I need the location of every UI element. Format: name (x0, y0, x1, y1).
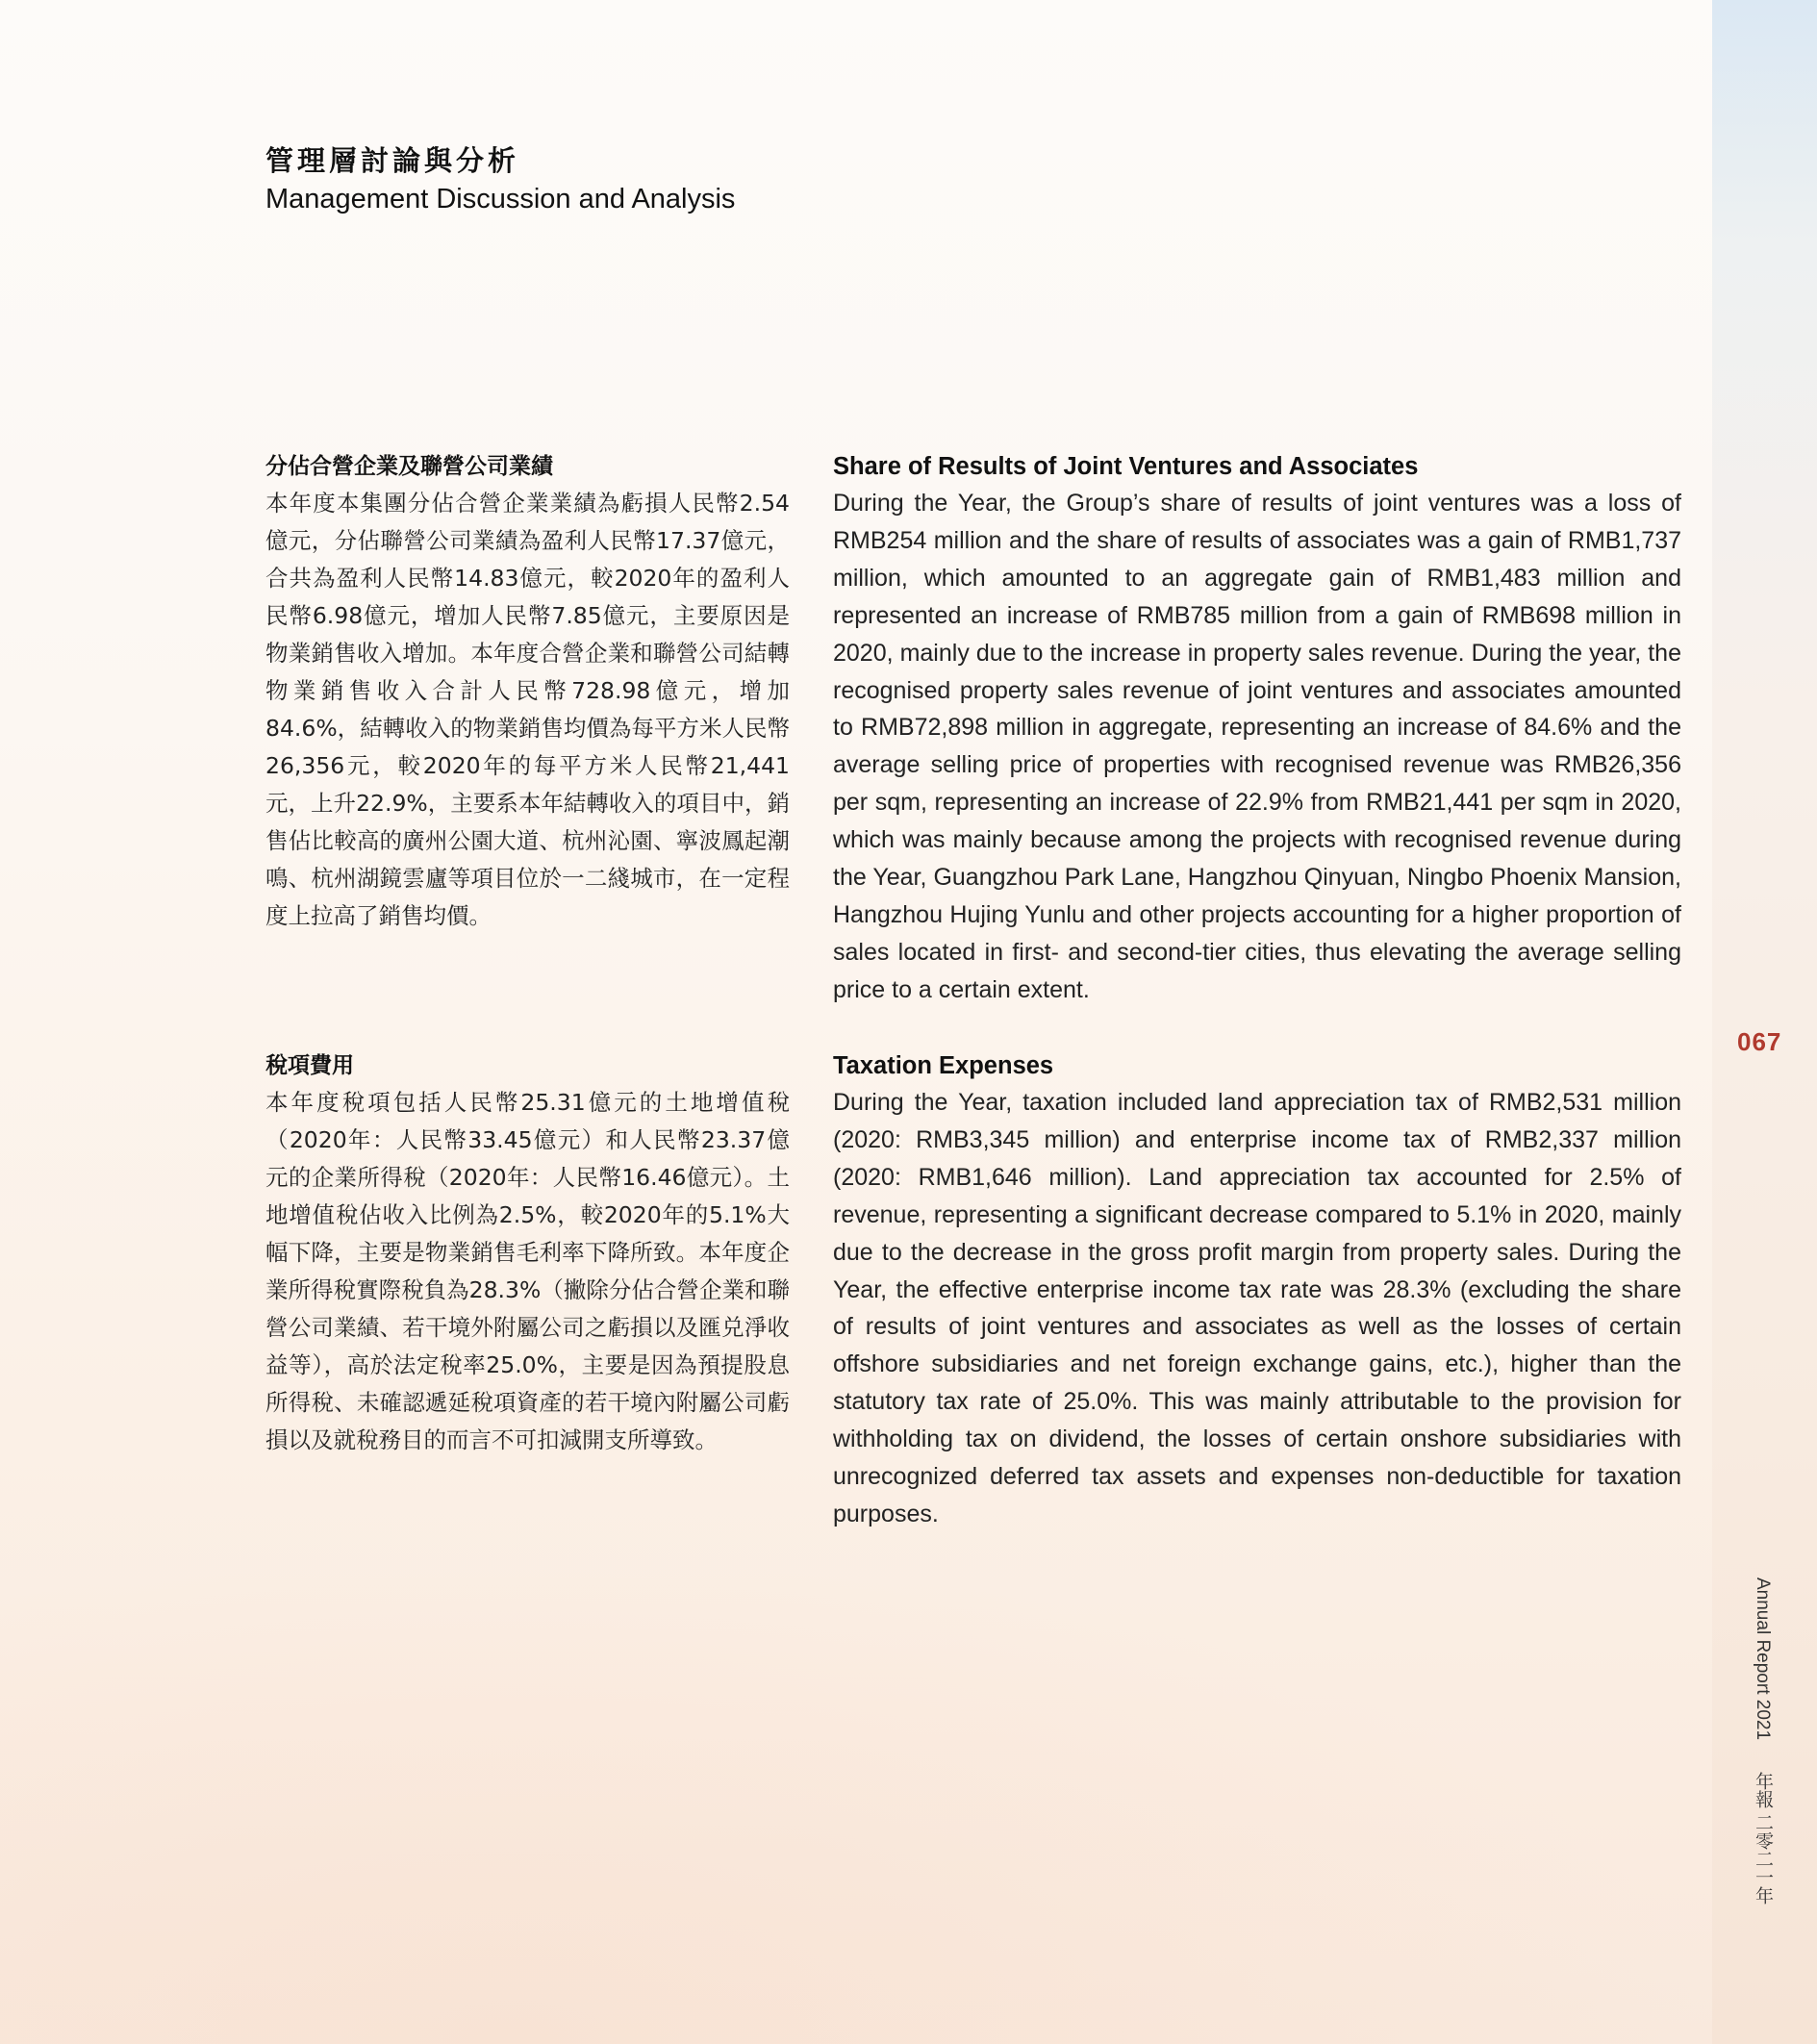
section-body-zh: 本年度稅項包括人民幣25.31億元的土地增值稅（2020年：人民幣33.45億元）和人民幣23.37億元的企業所得稅（2020年：人民幣16.46億元）。土地增值稅佔收入比例為2.5%，較2020年的5.1%大幅下降，主要是物業銷售毛利率下降所致。本年度企業所得稅實際稅負為28.3%（撇除分佔合營企業和聯營公司業績、若干境外附屬公司之虧損以及匯兑淨收益等），高於法定稅率25.0%，主要是因為預提股息所得稅、未確認遞延稅項資產的若干境內附屬公司虧損以及就稅務目的而言不可扣減開支所導致。 (265, 1089, 790, 1453)
section-title-en: Share of Results of Joint Ventures and Associates (833, 453, 1419, 480)
section-joint-ventures-zh (265, 448, 790, 935)
report-name-zh: 年報 二零二一年 (1753, 1771, 1773, 1905)
section-title-zh: 分佔合營企業及聯營公司業績 (265, 454, 553, 479)
page-title-zh: 管理層討論與分析 (265, 144, 520, 177)
section-body-zh: 本年度本集團分佔合營企業業績為虧損人民幣2.54億元，分佔聯營公司業績為盈利人民幣17.37億元，合共為盈利人民幣14.83億元，較2020年的盈利人民幣6.98億元，增加人民幣7.85億元，主要原因是物業銷售收入增加。本年度合營企業和聯營公司結轉物業銷售收入合計人民幣728.98億元，增加84.6%，結轉收入的物業銷售均價為每平方米人民幣26,356元，較2020年的每平方米人民幣21,441元，上升22.9%，主要系本年結轉收入的項目中，銷售佔比較高的廣州公園大道、杭州沁園、寧波鳳起潮鳴、杭州湖鏡雲廬等項目位於一二綫城市，在一定程度上拉高了銷售均價。 (265, 490, 790, 929)
section-joint-ventures-en (833, 448, 1681, 1009)
page-number: 067 (1737, 1027, 1782, 1056)
section-title-en: Taxation Expenses (833, 1052, 1054, 1079)
report-footer (1750, 1577, 1776, 1905)
section-body-en: During the Year, the Group’s share of results of joint ventures was a loss of RMB254 million and the share of results of associates was a gain of RMB1,737 million, which amounted to an aggregate gain of RMB1,483 million and represented an increase of RMB785 million from a gain of RMB698 million in 2020, mainly due to the increase in property sales revenue. During the year, the recognised property sales revenue of joint ventures and associates amounted to RMB72,898 million in aggregate, representing an increase of 84.6% and the average selling price of properties with recognised revenue was RMB26,356 per sqm, representing an increase of 22.9% from RMB21,441 per sqm in 2020, which was mainly because among the projects with recognised revenue during the Year, Guangzhou Park Lane, Hangzhou Qinyuan, Ningbo Phoenix Mansion, Hangzhou Hujing Yunlu and other projects accounting for a higher proportion of sales located in first- and second-tier cities, thus elevating the average selling price to a certain extent. (833, 490, 1681, 1003)
page-title-en: Management Discussion and Analysis (265, 184, 736, 214)
page-background-glow (0, 1544, 1712, 2044)
section-body-en: During the Year, taxation included land appreciation tax of RMB2,531 million (2020: RMB3,345 million) and enterprise income tax of RMB2,337 million (2020: RMB1,646 million). Land appreciation tax accounted for 2.5% of revenue, representing a significant decrease compared to 5.1% in 2020, mainly due to the decrease in the gross profit margin from property sales. During the Year, the effective enterprise income tax rate was 28.3% (excluding the share of results of joint ventures and associates as well as the losses of certain offshore subsidiaries and net foreign exchange gains, etc.), higher than the statutory tax rate of 25.0%. This was mainly attributable to the provision for withholding tax on dividend, the losses of certain onshore subsidiaries with unrecognized deferred tax assets and expenses non-deductible for taxation purposes. (833, 1089, 1681, 1527)
section-taxation-zh (265, 1047, 790, 1459)
report-name-en: Annual Report 2021 (1753, 1577, 1773, 1741)
section-title-zh: 稅項費用 (265, 1053, 354, 1078)
section-taxation-en (833, 1047, 1681, 1533)
page-header (265, 142, 735, 217)
